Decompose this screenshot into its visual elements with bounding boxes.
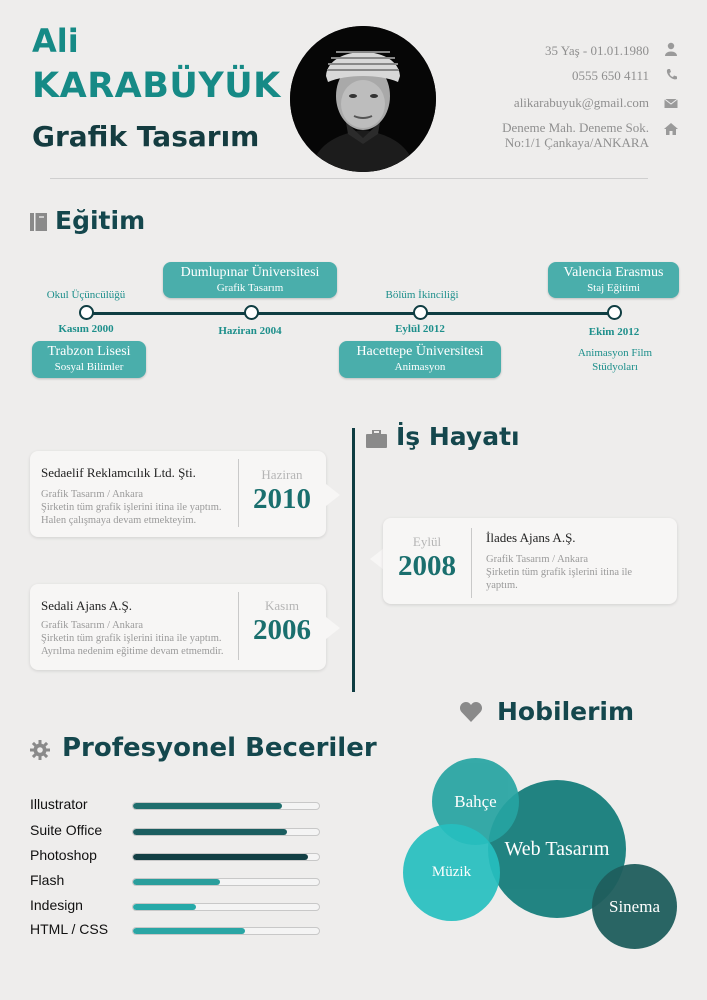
skill-name: HTML / CSS — [30, 921, 109, 937]
home-icon — [664, 122, 678, 136]
job-arrow — [326, 617, 340, 639]
job-year: 2008 — [398, 550, 456, 582]
contact-age-birth: 35 Yaş - 01.01.1980 — [544, 43, 649, 58]
job-description: Grafik Tasarım / Ankara Şirketin tüm grafik işlerini itina ile yaptım. Ayrılma nedenim eğitime devam etmemdir. — [41, 620, 224, 657]
job-company: Sedaelif Reklamcılık Ltd. Şti. — [41, 465, 196, 480]
address-line-1: Deneme Mah. Deneme Sok. — [502, 120, 649, 135]
first-name: Ali — [32, 22, 79, 60]
last-name: KARABÜYÜK — [32, 66, 281, 106]
education-note: Animasyon Film Stüdyoları — [577, 347, 653, 373]
education-note: Okul Üçüncülüğü — [46, 289, 126, 301]
job-arrow — [370, 548, 384, 570]
education-title: Eğitim — [55, 206, 146, 235]
skill-name: Suite Office — [30, 822, 103, 838]
skill-name: Indesign — [30, 897, 83, 913]
skill-name: Flash — [30, 872, 65, 888]
education-date: Kasım 2000 — [58, 323, 114, 335]
education-note: Bölüm İkinciliği — [385, 289, 459, 301]
hobby-bubble-sinema: Sinema — [592, 864, 677, 949]
job-description: Grafik Tasarım / Ankara Şirketin tüm grafik işlerini itina ile yaptım. — [486, 554, 633, 591]
gear-icon — [30, 740, 50, 760]
job-arrow — [326, 484, 340, 506]
work-timeline-line — [352, 428, 355, 692]
book-icon — [30, 213, 47, 231]
hobby-bubble-web-tasarim: Web Tasarım — [488, 780, 626, 918]
user-icon — [664, 42, 678, 56]
skill-bar-fill — [133, 854, 308, 860]
skill-bar-fill — [133, 829, 287, 835]
hobby-bubble-muzik: Müzik — [403, 824, 500, 921]
education-box: Hacettepe Üniversitesi Animasyon — [339, 341, 501, 378]
education-date: Ekim 2012 — [588, 326, 640, 338]
job-year: 2010 — [253, 483, 311, 515]
job-year: 2006 — [253, 614, 311, 646]
skill-bar-fill — [133, 928, 245, 934]
job-separator — [238, 459, 239, 527]
skill-bar — [132, 927, 320, 935]
mail-icon — [664, 96, 678, 110]
job-card — [383, 518, 677, 604]
skill-name: Photoshop — [30, 847, 97, 863]
contact-address — [502, 120, 649, 150]
timeline-dot — [79, 305, 94, 320]
skill-name: Illustrator — [30, 796, 88, 812]
education-date: Eylül 2012 — [395, 323, 445, 335]
timeline-dot — [607, 305, 622, 320]
education-box: Dumlupınar Üniversitesi Grafik Tasarım — [163, 262, 337, 298]
skill-bar — [132, 828, 320, 836]
briefcase-icon — [366, 430, 387, 448]
phone-icon — [664, 68, 678, 82]
education-date: Haziran 2004 — [218, 325, 282, 337]
timeline-dot — [244, 305, 259, 320]
job-month: Haziran — [261, 467, 303, 482]
job-month: Eylül — [412, 534, 442, 549]
timeline-dot — [413, 305, 428, 320]
job-card — [30, 584, 326, 670]
contact-email[interactable]: alikarabuyuk@gmail.com — [513, 95, 649, 110]
header-divider — [50, 178, 648, 179]
job-title: Grafik Tasarım — [32, 120, 260, 153]
contact-phone: 0555 650 4111 — [571, 68, 649, 83]
job-description: Grafik Tasarım / Ankara Şirketin tüm grafik işlerini itina ile yaptım. Halen çalışmaya devam etmekteyim. — [41, 489, 222, 526]
skill-bar-fill — [133, 879, 220, 885]
job-separator — [238, 592, 239, 660]
hobby-bubble-bahce: Bahçe — [432, 758, 519, 845]
job-card — [30, 451, 326, 537]
skill-bar — [132, 853, 320, 861]
skills-title: Profesyonel Beceriler — [62, 733, 377, 763]
skill-bar — [132, 802, 320, 810]
job-separator — [471, 528, 472, 598]
job-company: İlades Ajans A.Ş. — [486, 530, 576, 545]
skill-bar-fill — [133, 904, 196, 910]
skill-bar-fill — [133, 803, 282, 809]
education-box: Valencia Erasmus Staj Eğitimi — [548, 262, 679, 298]
job-month: Kasım — [265, 598, 299, 613]
timeline-line — [86, 312, 614, 315]
skill-bar — [132, 878, 320, 886]
work-title: İş Hayatı — [396, 422, 520, 451]
hobbies-title: Hobilerim — [497, 697, 635, 726]
profile-photo — [290, 26, 436, 172]
heart-icon — [460, 702, 482, 722]
job-company: Sedali Ajans A.Ş. — [41, 598, 133, 613]
education-box: Trabzon Lisesi Sosyal Bilimler — [32, 341, 146, 378]
address-line-2: No:1/1 Çankaya/ANKARA — [504, 135, 649, 150]
skill-bar — [132, 903, 320, 911]
